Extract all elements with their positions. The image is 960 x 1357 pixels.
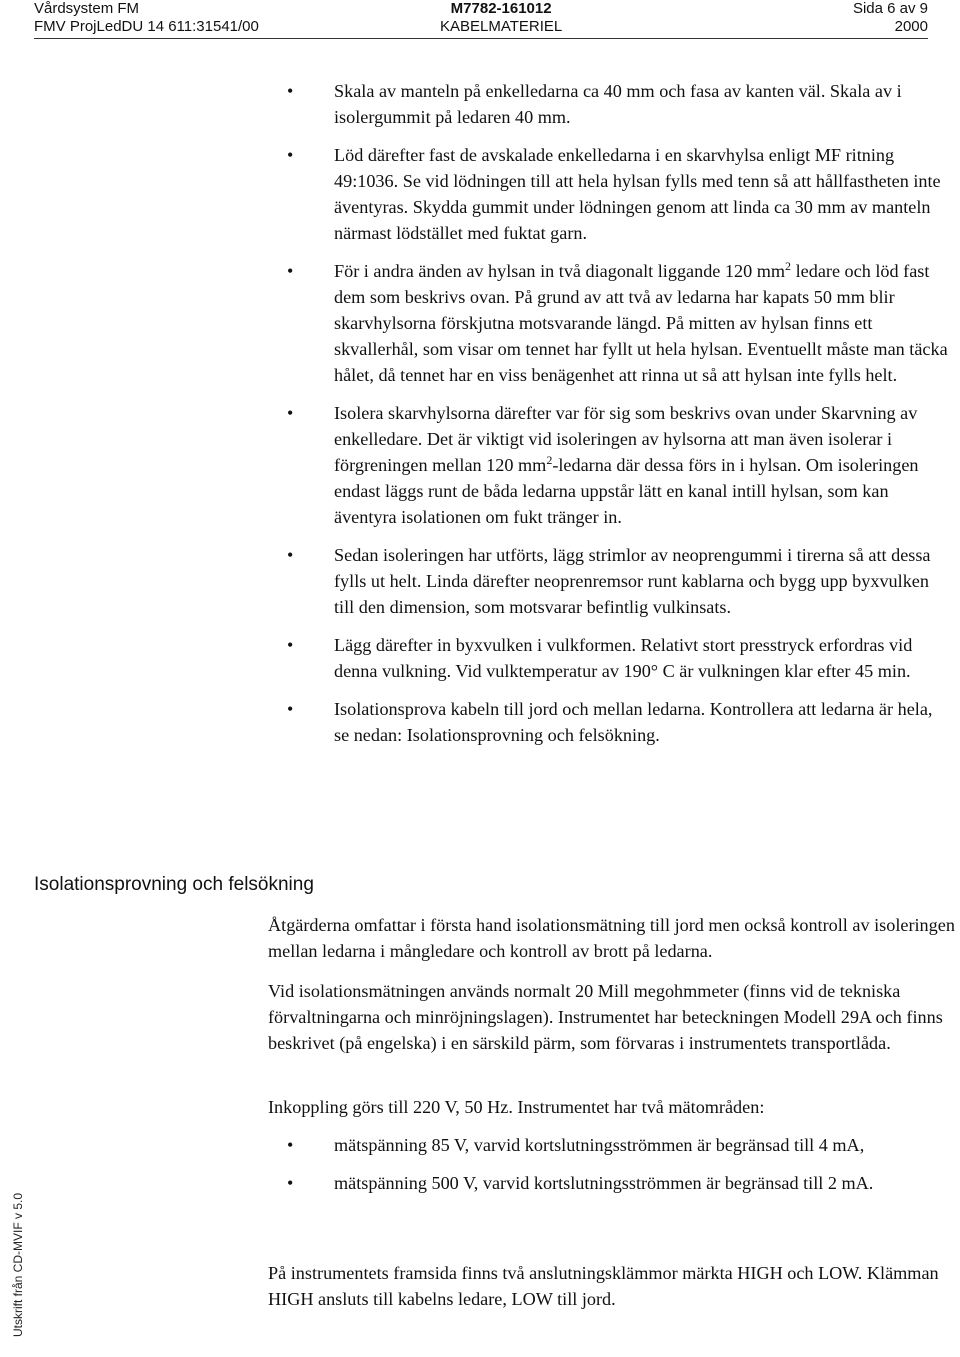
header-doc-title: KABELMATERIEL [440,18,563,35]
list-item: • Skala av manteln på enkelledarna ca 40 mm och fasa av kanten väl. Skala av i isolergummit på ledaren 40 mm. [0,78,960,130]
list-item: • Lägg därefter in byxvulken i vulkformen. Relativt stort presstryck erfordras vid denna vulkning. Vid vulktemperatur av 190° C är vulkningen klar efter 45 min. [0,632,960,684]
print-source-label: Utskrift från CD-MVIF v 5.0 [11,1192,25,1337]
bullet-icon: • [287,545,294,565]
list-item: • Sedan isoleringen har utförts, lägg strimlor av neoprengummi i tirerna så att dessa fylls ut helt. Linda därefter neoprenremsor runt kablarna och bygg upp byxvulken till den dimension, som motsvarar befintlig vulkinsats. [0,542,960,620]
paragraph-terminals: På instrumentets framsida finns två anslutningsklämmor märkta HIGH och LOW. Klämman HIGH ansluts till kabelns ledare, LOW till jord. [268,1263,939,1309]
header-page-number: Sida 6 av 9 [852,0,928,17]
header-doc-number: M7782-161012 [450,0,552,17]
header-center [440,0,562,36]
bullet-icon: • [287,1173,294,1193]
list-item: • mätspänning 500 V, varvid kortslutningsströmmen är begränsad till 2 mA. [0,1170,924,1196]
bullet-icon: • [287,403,294,423]
list-item: • För i andra änden av hylsan in två diagonalt liggande 120 $mm^2$ ledare och löd fast dem som beskrivs ovan. På grund av att två av ledarna har kapats 50 mm blir skarvhylsorna förskjutna motsvarande längd. På mitten av hylsan finns ett skvallerhål, som visar om tennet har fyllt ut hela hylsan. Eventuellt måste man täcka hålet, då tennet har en viss benägenhet att rinna ut så att hylsan inte fylls helt. [287,258,948,385]
bullet-icon: • [287,635,294,655]
list-item: • mätspänning 85 V, varvid kortslutningsströmmen är begränsad till 4 mA, [0,1132,924,1158]
paragraph-connection: Inkoppling görs till 220 V, 50 Hz. Instrumentet har två mätområden: [268,1097,765,1117]
header-system: Vårdsystem FM [34,0,140,17]
section-heading: Isolationsprovning och felsökning [34,874,314,895]
bullet-icon: • [287,1135,294,1155]
paragraph-instrument: Vid isolationsmätningen används normalt 20 Mill megohmmeter (finns vid de tekniska förvaltningarna och minröjningslagen). Instrumentet har beteckningen Modell 29A och finns beskrivet (på engelska) i en särskild pärm, som förvaras i instrumentets transportlåda. [268,981,943,1053]
header-rule [34,38,928,39]
header-right [853,0,928,36]
paragraph-scope: Åtgärderna omfattar i första hand isolationsmätning till jord men också kontroll av isoleringen mellan ledarna i mångledare och kontroll av brott på ledarna. [268,915,955,961]
instruction-list [0,78,960,760]
list-item: • Isolationsprova kabeln till jord och mellan ledarna. Kontrollera att ledarna är hela, se nedan: Isolationsprovning och felsökning. [0,696,960,748]
list-item: • Isolera skarvhylsorna därefter var för sig som beskrivs ovan under Skarvning av enkelledare. Det är viktigt vid isoleringen av hylsorna att man även isolerar i förgreningen mellan 120 $mm^2$-ledarna där dessa förs in i hylsan. Om isoleringen endast läggs runt de båda ledarna uppstår lätt en kanal intill hylsan, som kan äventyra isolationen om fukt tränger in. [0,400,960,530]
bullet-icon: • [287,145,294,165]
header-year: 2000 [894,18,928,35]
measurement-range-list [0,1132,924,1208]
bullet-icon: • [287,261,294,281]
list-item: • Löd därefter fast de avskalade enkelledarna i en skarvhylsa enligt MF ritning 49:1036. Se vid lödningen till att hela hylsan fylls med tenn så att hållfastheten inte äventyras. Skydda gummit under lödningen genom att linda ca 30 mm av manteln närmast lödstället med fuktat garn. [0,142,960,246]
header-left [34,0,259,36]
bullet-icon: • [287,81,294,101]
header-project: FMV ProjLedDU 14 611:31541/00 [34,18,259,35]
bullet-icon: • [287,699,294,719]
